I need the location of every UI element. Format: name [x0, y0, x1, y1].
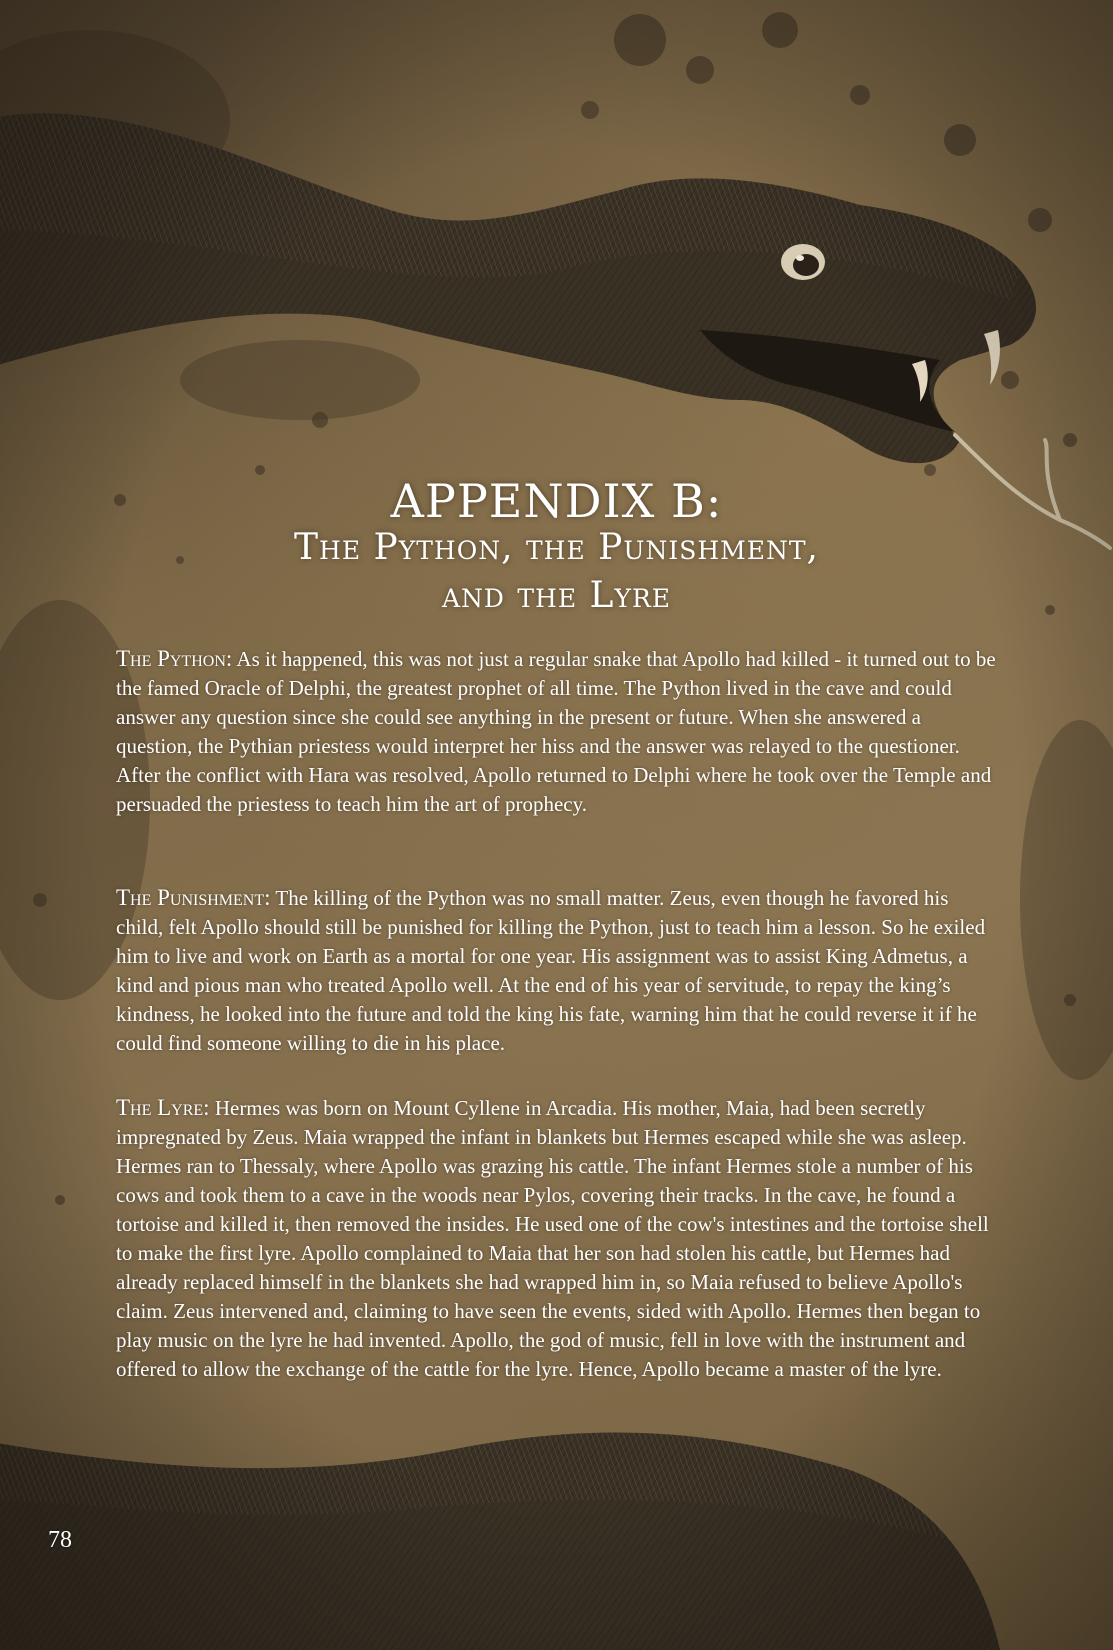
section-heading: The Punishment:: [116, 885, 271, 910]
section-heading: The Lyre:: [116, 1095, 210, 1120]
section-body: As it happened, this was not just a regular snake that Apollo had killed - it turned out to be the famed Oracle of Delphi, the greatest prophet of all time. The Python lived in the cave and could answer any question since she could see anything in the present or future. When she answered a question, the Pythian priestess would interpret her hiss and the answer was relayed to the questioner. After the conflict with Hara was resolved, Apollo returned to Delphi where he took over the Temple and persuaded the priestess to teach him the art of prophecy.: [116, 647, 996, 816]
appendix-title: APPENDIX B:: [390, 474, 723, 528]
section-punishment: [116, 883, 1000, 1058]
section-body: The killing of the Python was no small matter. Zeus, even though he favored his child, felt Apollo should still be punished for killing the Python, just to teach him a lesson. So he exiled him to live and work on Earth as a mortal for one year. His assignment was to assist King Admetus, a kind and pious man who treated Apollo well. At the end of his year of servitude, to repay the king’s kindness, he looked into the future and told the king his fate, warning him that he could reverse it if he could find someone willing to die in his place.: [116, 886, 986, 1055]
page-number: 78: [48, 1527, 72, 1553]
section-lyre: [116, 1093, 1000, 1384]
section-heading: The Python:: [116, 646, 233, 671]
section-python: [116, 644, 1000, 819]
appendix-subtitle-line2: and the Lyre: [441, 575, 672, 616]
appendix-subtitle-line1: The Python, the Punishment,: [294, 527, 819, 568]
section-body: Hermes was born on Mount Cyllene in Arcadia. His mother, Maia, had been secretly impregnated by Zeus. Maia wrapped the infant in blankets but Hermes escaped while she was asleep. Hermes ran to Thessaly, where Apollo was grazing his cattle. The infant Hermes stole a number of his cows and took them to a cave in the woods near Pylos, covering their tracks. In the cave, he found a tortoise and killed it, then removed the insides. He used one of the cow's intestines and the tortoise shell to make the first lyre. Apollo complained to Maia that her son had stolen his cattle, but Hermes had already replaced himself in the blankets she had wrapped him in, so Maia refused to believe Apollo's claim. Zeus intervened and, claiming to have seen the events, sided with Apollo. Hermes then began to play music on the lyre he had invented. Apollo, the god of music, fell in love with the instrument and offered to allow the exchange of the cattle for the lyre. Hence, Apollo became a master of the lyre.: [116, 1096, 989, 1381]
